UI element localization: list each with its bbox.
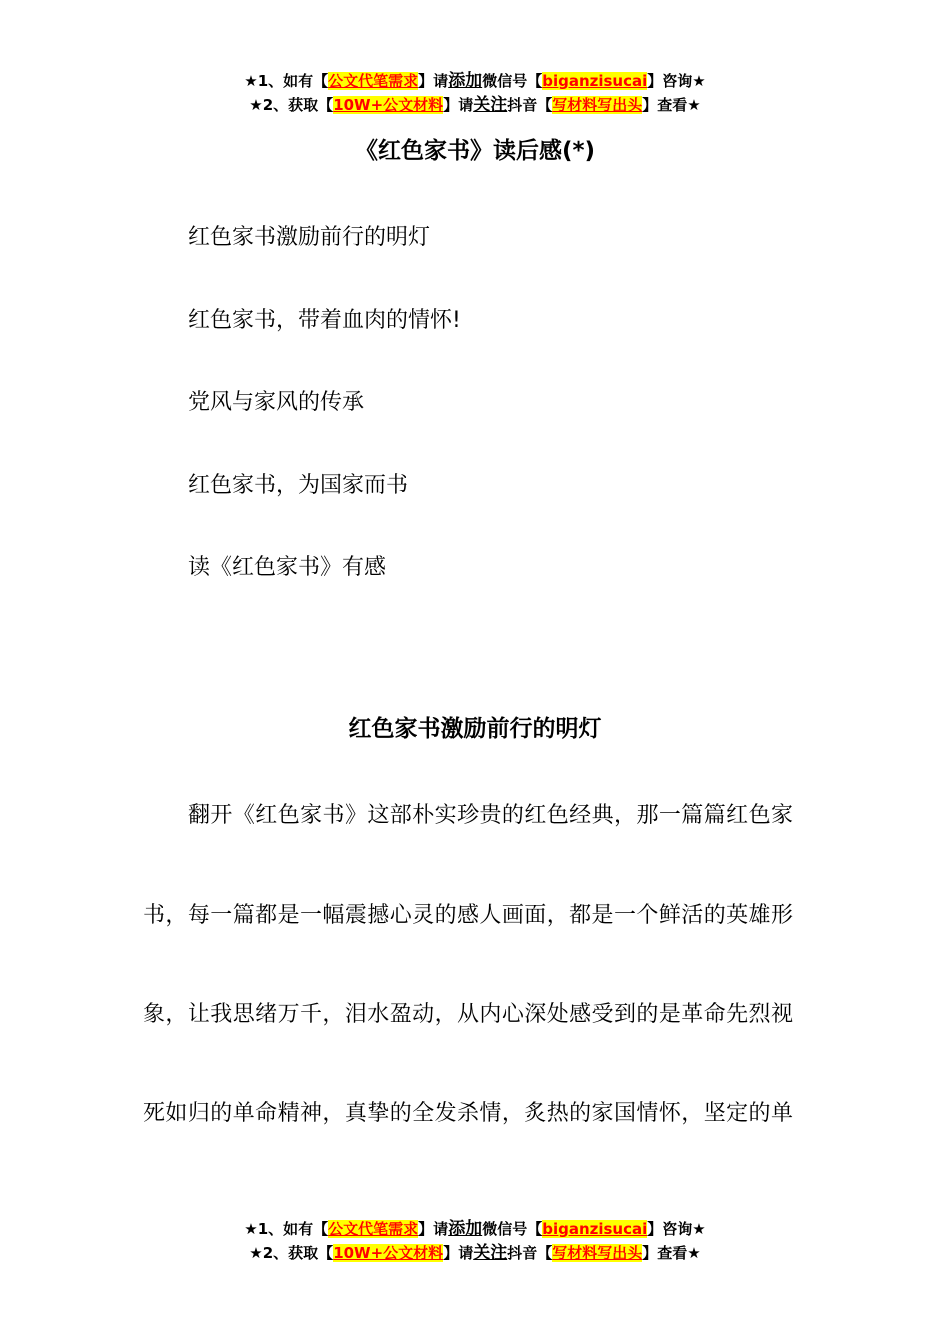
banner-text: ★1、如有【: [244, 72, 329, 90]
banner-emphasis: 关注: [473, 95, 508, 115]
banner-text: 抖音【: [507, 1244, 553, 1262]
body-line: 象，让我思绪万千，泪水盈动，从内心深处感受到的是革命先烈视: [143, 1002, 793, 1027]
banner-emphasis: 关注: [473, 1243, 508, 1263]
banner-text: 抖音【: [507, 96, 553, 114]
banner-highlight: 公文代笔需求: [328, 1220, 419, 1238]
banner-text: 】查看★: [642, 96, 701, 114]
toc-item: 红色家书，带着血肉的情怀!: [188, 308, 461, 333]
footer-banner-line-2: [0, 1241, 950, 1265]
banner-text: 】咨询★: [647, 1220, 706, 1238]
body-line: 死如归的单命精神，真挚的全发杀情，炙热的家国情怀，坚定的单: [143, 1101, 793, 1126]
banner-emphasis: 添加: [448, 71, 483, 91]
header-banner-line-1: [0, 69, 950, 93]
header-banner-line-2: [0, 93, 950, 117]
toc-item: 党风与家风的传承: [188, 390, 365, 415]
banner-text: ★2、获取【: [249, 96, 334, 114]
banner-text: 】请: [443, 96, 474, 114]
banner-text: 微信号【: [482, 1220, 543, 1238]
banner-text: 】请: [418, 1220, 449, 1238]
banner-text: 微信号【: [482, 72, 543, 90]
banner-highlight: 10W+公文材料: [333, 96, 444, 114]
body-line: 翻开《红色家书》这部朴实珍贵的红色经典，那一篇篇红色家: [188, 803, 793, 828]
body-line: 书，每一篇都是一幅震撼心灵的感人画面，都是一个鲜活的英雄形: [143, 903, 793, 928]
footer-banner: [0, 1217, 950, 1265]
banner-douyin-id: 写材料写出头: [552, 1244, 643, 1262]
banner-text: ★1、如有【: [244, 1220, 329, 1238]
toc-item: 红色家书，为国家而书: [188, 473, 409, 498]
header-banner: [0, 69, 950, 117]
banner-text: 】咨询★: [647, 72, 706, 90]
footer-banner-line-1: [0, 1217, 950, 1241]
banner-text: 】请: [443, 1244, 474, 1262]
banner-wechat-id: biganzisucai: [542, 72, 648, 90]
document-title: 《红色家书》读后感(*): [354, 138, 596, 164]
banner-text: ★2、获取【: [249, 1244, 334, 1262]
banner-text: 】请: [418, 72, 449, 90]
toc-item: 读《红色家书》有感: [188, 555, 387, 580]
banner-highlight: 公文代笔需求: [328, 72, 419, 90]
banner-douyin-id: 写材料写出头: [552, 96, 643, 114]
banner-highlight: 10W+公文材料: [333, 1244, 444, 1262]
section-title: 红色家书激励前行的明灯: [348, 716, 602, 742]
toc-item: 红色家书激励前行的明灯: [188, 225, 431, 250]
banner-text: 】查看★: [642, 1244, 701, 1262]
banner-emphasis: 添加: [448, 1219, 483, 1239]
banner-wechat-id: biganzisucai: [542, 1220, 648, 1238]
